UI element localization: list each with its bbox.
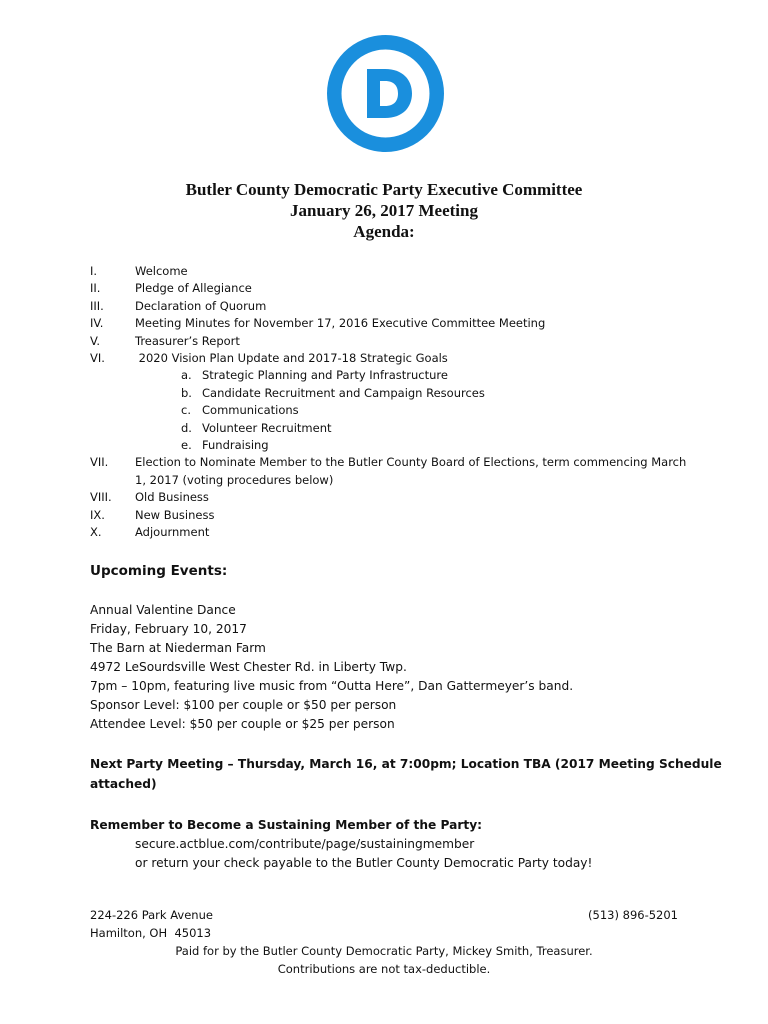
agenda-subitem <box>90 420 690 437</box>
agenda-subitem-text: Volunteer Recruitment <box>202 420 332 435</box>
title-line-1: Butler County Democratic Party Executive Committee <box>185 180 583 199</box>
sustaining-member-section <box>90 816 592 873</box>
address-line-2: Hamilton, OH 45013 <box>90 925 212 940</box>
address-line-1: 224-226 Park Avenue <box>90 908 213 922</box>
footer-phone: (513) 896-5201 <box>588 908 678 922</box>
footer-disclaimer <box>0 943 768 978</box>
next-meeting-line-2: attached) <box>90 776 157 791</box>
agenda-item-number: V. <box>90 333 101 348</box>
agenda-item <box>90 315 690 332</box>
agenda-subitem <box>90 402 690 419</box>
agenda-item-number: VI. <box>90 351 105 366</box>
agenda-item-text-line-1: Election to Nominate Member to the Butler County Board of Elections, term commencing March <box>135 455 687 470</box>
event-line: Sponsor Level: $100 per couple or $50 per person <box>90 698 397 712</box>
agenda-subitem-letter: b. <box>181 385 192 400</box>
agenda-subitem-letter: e. <box>181 438 192 453</box>
agenda-subitem <box>90 385 690 402</box>
agenda-item-text: Adjournment <box>135 525 210 540</box>
agenda-subitem-text: Fundraising <box>202 438 269 453</box>
agenda-item-text: 2020 Vision Plan Update and 2017-18 Strategic Goals <box>135 351 448 366</box>
agenda-item-text: Declaration of Quorum <box>135 298 267 313</box>
agenda-item-text: Welcome <box>135 264 188 278</box>
agenda-subitem-letter: a. <box>181 368 192 383</box>
agenda-subitem-letter: c. <box>181 403 191 418</box>
agenda-item <box>90 524 690 541</box>
agenda-subitem-text: Strategic Planning and Party Infrastructure <box>202 368 448 383</box>
agenda-subitem <box>90 367 690 384</box>
agenda-item-number: III. <box>90 298 104 313</box>
agenda-item-text: Pledge of Allegiance <box>135 281 252 296</box>
paid-for-line: Paid for by the Butler County Democratic Party, Mickey Smith, Treasurer. <box>175 944 593 958</box>
event-line: The Barn at Niederman Farm <box>90 641 266 655</box>
agenda-item-text-line-2: 1, 2017 (voting procedures below) <box>135 472 334 487</box>
agenda-item-number: I. <box>90 264 98 278</box>
agenda-item <box>90 489 690 506</box>
agenda-subitem-letter: d. <box>181 420 192 435</box>
agenda-item-number: VII. <box>90 455 109 470</box>
agenda-item-number: II. <box>90 281 101 296</box>
agenda-item-text: Old Business <box>135 490 209 505</box>
contributions-line: Contributions are not tax-deductible. <box>277 961 491 976</box>
sustaining-url[interactable]: secure.actblue.com/contribute/page/sustainingmember <box>135 837 475 851</box>
event-line: 7pm – 10pm, featuring live music from “Outta Here”, Dan Gattermeyer’s band. <box>90 679 574 693</box>
agenda-item-number: IV. <box>90 316 104 331</box>
title-line-3: Agenda: <box>353 222 415 241</box>
agenda-item <box>90 298 690 315</box>
event-line: Friday, February 10, 2017 <box>90 622 247 636</box>
agenda-item-text: Treasurer’s Report <box>135 333 240 348</box>
agenda-item <box>90 333 690 350</box>
event-line: Attendee Level: $50 per couple or $25 per person <box>90 717 395 731</box>
agenda-item <box>90 454 690 489</box>
agenda-item-text: New Business <box>135 507 215 522</box>
agenda-subitem-text: Communications <box>202 403 299 418</box>
agenda-subitem-text: Candidate Recruitment and Campaign Resources <box>202 385 485 400</box>
agenda-item <box>90 280 690 297</box>
event-line: 4972 LeSourdsville West Chester Rd. in Liberty Twp. <box>90 660 407 674</box>
agenda-item-number: IX. <box>90 507 105 522</box>
footer-address <box>90 907 213 942</box>
agenda-item-text: Meeting Minutes for November 17, 2016 Executive Committee Meeting <box>135 316 546 331</box>
agenda-subitem <box>90 437 690 454</box>
next-meeting-notice <box>90 755 722 794</box>
upcoming-events-heading: Upcoming Events: <box>90 563 228 579</box>
event-details <box>90 601 573 734</box>
agenda-item <box>90 263 690 280</box>
document-title <box>0 179 768 242</box>
agenda-list <box>90 263 690 542</box>
agenda-item <box>90 350 690 367</box>
next-meeting-line-1: Next Party Meeting – Thursday, March 16, at 7:00pm; Location TBA (2017 Meeting Schedule <box>90 757 722 771</box>
agenda-item <box>90 507 690 524</box>
democratic-party-logo <box>327 35 444 152</box>
sustaining-text: or return your check payable to the Butler County Democratic Party today! <box>135 856 593 870</box>
title-line-2: January 26, 2017 Meeting <box>290 201 478 220</box>
agenda-item-number: VIII. <box>90 490 112 505</box>
sustaining-heading: Remember to Become a Sustaining Member of the Party: <box>90 818 483 832</box>
agenda-item-number: X. <box>90 525 102 540</box>
event-line: Annual Valentine Dance <box>90 603 236 617</box>
